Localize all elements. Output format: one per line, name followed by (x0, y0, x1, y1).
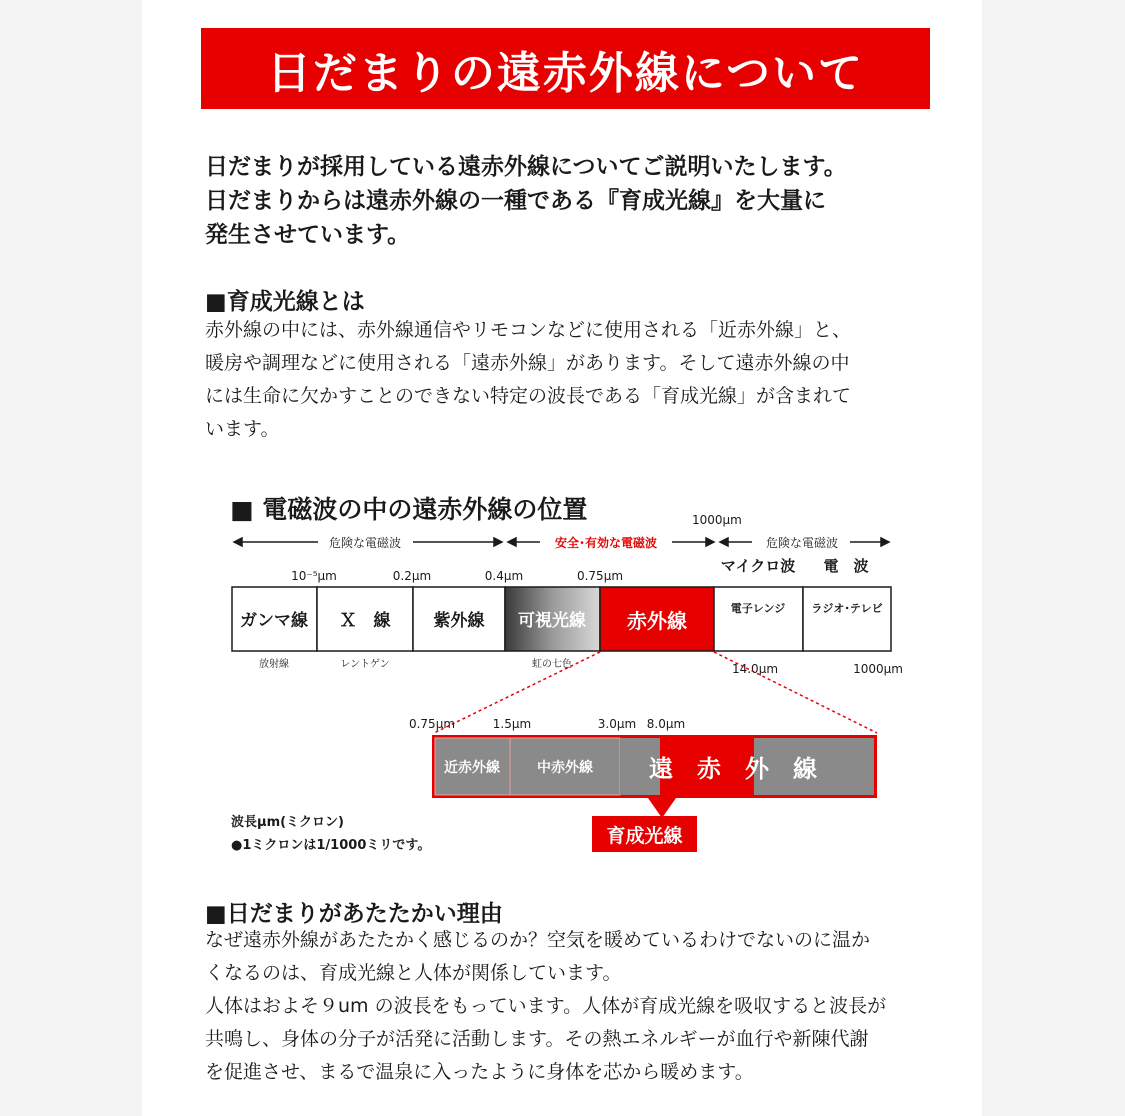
diagram-heading: ■ 電磁波の中の遠赤外線の位置 (230, 495, 588, 524)
radio-box (803, 587, 891, 651)
radio-label: ラジオ･テレビ (811, 602, 883, 615)
section2-heading: ■日だまりがあたたかい理由 (205, 901, 503, 927)
microwave-box (714, 587, 803, 651)
section1-line: には生命に欠かすことのできない特定の波長である「育成光線」が含まれて (205, 385, 852, 407)
section2-line: を促進させ、まるで温泉に入ったように身体を芯から暖めます。 (205, 1061, 754, 1083)
intro-line: 日だまりが採用している遠赤外線についてご説明いたします。 (205, 154, 847, 180)
microwave-heading: マイクロ波 (720, 557, 796, 575)
micron-note: ●1ミクロンは1/1000ミリです。 (231, 838, 431, 853)
section1-heading: ■育成光線とは (205, 289, 365, 315)
wavelength-note: 波長μm(ミクロン) (231, 815, 344, 830)
radio-heading: 電 波 (823, 557, 869, 575)
sublabel: 14.0μm (731, 662, 779, 676)
microwave-label: 電子レンジ (730, 602, 786, 615)
tick-label: 10⁻⁵μm (291, 569, 337, 583)
sub-tick-label: 1.5μm (492, 717, 532, 731)
sub-tick-label: 0.75μm (408, 717, 456, 731)
far-ir-label: 遠 赤 外 線 (649, 755, 817, 783)
intro-line: 日だまりからは遠赤外線の一種である『育成光線』を大量に (205, 188, 826, 214)
sublabel: レントゲン (340, 659, 390, 670)
section1-line: 暖房や調理などに使用される「遠赤外線」があります。そして遠赤外線の中 (205, 352, 850, 374)
xray-label: Ｘ 線 (339, 611, 391, 631)
tick-label: 0.4μm (484, 569, 524, 583)
tick-label: 0.2μm (392, 569, 432, 583)
mid-ir-label: 中赤外線 (537, 760, 593, 776)
sublabel: 虹の七色 (532, 659, 572, 670)
near-ir-label: 近赤外線 (444, 760, 500, 776)
visible-label: 可視光線 (518, 611, 586, 631)
sublabel: 1000μm (853, 662, 903, 676)
section2-body (205, 924, 945, 1089)
growth-ray-callout: 育成光線 (592, 816, 697, 852)
page-title-banner: 日だまりの遠赤外線について (201, 28, 930, 109)
tick-label: 0.75μm (576, 569, 624, 583)
intro-line: 発生させています。 (205, 222, 411, 248)
section2-line: 共鳴し、身体の分子が活発に活動します。その熱エネルギーが血行や新陳代謝 (205, 1028, 869, 1050)
gamma-label: ガンマ線 (240, 611, 308, 631)
range-left-label: 危険な電磁波 (328, 536, 402, 550)
sublabel: 放射線 (259, 659, 289, 670)
label-1000-top: 1000μm (692, 513, 742, 527)
sub-tick-label: 8.0μm (646, 717, 686, 731)
range-right-label: 危険な電磁波 (765, 536, 839, 550)
uv-label: 紫外線 (433, 611, 485, 631)
section2-line: くなるのは、育成光線と人体が関係しています。 (205, 962, 622, 984)
section2-line: 人体はおよそ９um の波長をもっています。人体が育成光線を吸収すると波長が (205, 995, 887, 1017)
section1-line: 赤外線の中には、赤外線通信やリモコンなどに使用される「近赤外線」と、 (205, 319, 852, 341)
range-mid-label: 安全･有効な電磁波 (554, 536, 658, 550)
sub-tick-label: 3.0μm (597, 717, 637, 731)
ir-label: 赤外線 (627, 609, 687, 633)
section2-line: なぜ遠赤外線があたたかく感じるのか？空気を暖めているわけでないのに温か (205, 929, 871, 951)
callout-pointer (648, 798, 676, 818)
section1-line: います。 (205, 418, 280, 440)
